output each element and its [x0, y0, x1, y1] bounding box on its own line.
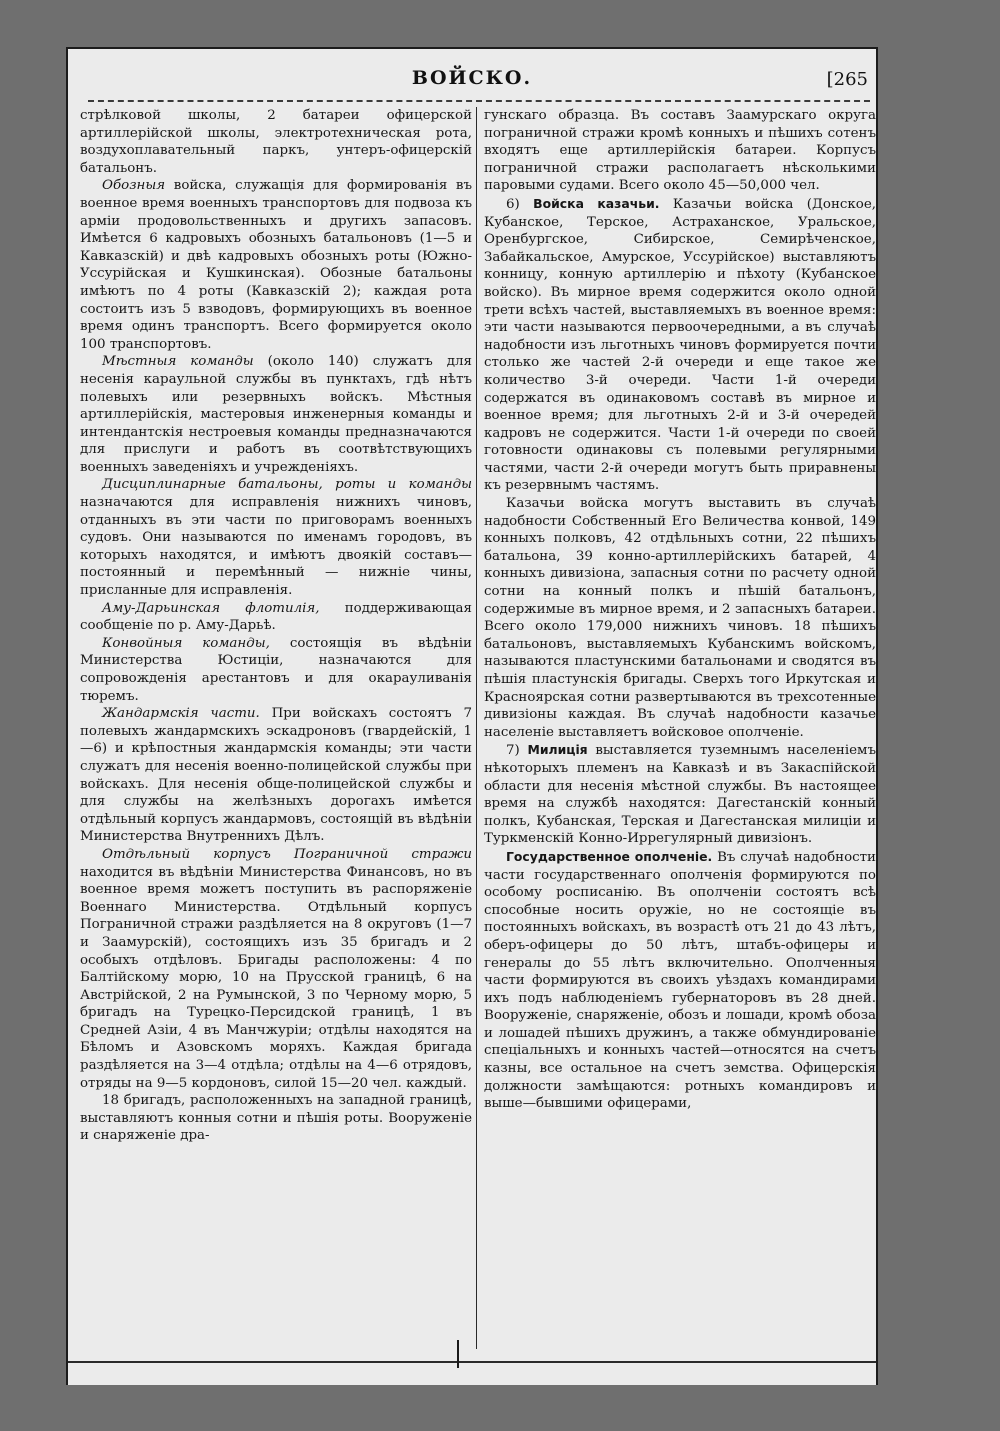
- section-number: 6): [506, 196, 534, 212]
- paragraph: [484, 741, 876, 848]
- paragraph: гунскаго образца. Въ составъ Заамурскаго округа пограничной стражи кромѣ конныхъ и пѣшихъ сотенъ входятъ еще артиллерійскія батареи. Корпусъ пограничной стражи располагаетъ нѣсколькими паровыми судами. Всего около 45—50,000 чел.: [484, 108, 876, 194]
- paragraph-text: назначаются для исправленія нижнихъ чиновъ, отданныхъ въ эти части по приговорамъ военныхъ судовъ. Они называются по именамъ городовъ, въ которыхъ находятся, и имѣютъ двоякій составъ—постоянный и перемѣнный — нижніе чины, присланные для исправленія.: [80, 495, 472, 599]
- paragraph: [80, 353, 472, 476]
- margin-mark: [457, 1340, 459, 1368]
- paragraph-text: (около 140) служатъ для несенія караульной службы въ пунктахъ, гдѣ нѣтъ полевыхъ или резервныхъ войскъ. Мѣстныя артиллерійскія, мастеровыя инженерныя команды и интендантскія нестроевыя команды предназначаются для прислуги и работъ въ соотвѣтствующихъ военныхъ заведеніяхъ и учрежденіяхъ.: [80, 354, 472, 475]
- section-heading: Государственное ополченіе.: [506, 848, 713, 864]
- left-column: [80, 107, 472, 1145]
- paragraph-text: Казачьи войска (Донское, Кубанское, Терское, Астраханское, Уральское, Оренбургское, Сибирское, Семирѣченское, Забайкальское, Амурское, Уссурійское) выставляютъ конницу, конную артиллерію и пѣхоту (Кубанское войско). Въ мирное время содержится около одной трети всѣхъ частей, выставляемыхъ въ военное время: эти части называются первоочередными, а въ случаѣ надобности изъ льготныхъ чиновъ формируется почти столько же частей 2-й очереди и еще такое же количество 3-й очереди. Части 1-й очереди содержатся въ одинаковомъ составѣ въ мирное и военное время; для льготныхъ 2-й и 3-й очередей кадровъ не содержится. Части 1-й очереди по своей готовности одинаковы съ полевыми регулярными частями, части 2-й очереди могутъ быть приравнены къ резервнымъ частямъ.: [484, 196, 876, 494]
- term: Конвойныя команды,: [102, 635, 270, 651]
- paragraph: [80, 600, 472, 635]
- section-heading: Милиція: [527, 742, 588, 758]
- paragraph-text: войска, служащія для формированія въ военное время военныхъ транспортовъ для подвоза къ арміи продовольственныхъ и другихъ запасовъ. Имѣется 6 кадровыхъ обозныхъ батальоновъ (1—5 и Кавказскій) и двѣ кадровыхъ обозныхъ роты (Южно-Уссурійская и Кушкинская). Обозные батальоны имѣютъ по 4 роты (Кавказскій 2); каждая рота состоитъ изъ 5 взводовъ, формирующихъ въ военное время одинъ транспортъ. Всего формируется около 100 транспортовъ.: [80, 178, 472, 352]
- paragraph-text: поддерживающая сообщеніе по р. Аму-Дарьѣ.: [80, 600, 472, 634]
- running-header: [68, 65, 876, 95]
- right-column: [484, 107, 876, 1113]
- header-rule: [88, 100, 870, 102]
- paragraph: [80, 177, 472, 353]
- paragraph: [484, 195, 876, 495]
- paragraph: [80, 705, 472, 846]
- paragraph: стрѣлковой школы, 2 батареи офицерской артиллерійской школы, электротехническая рота, воздухоплавательный паркъ, унтеръ-офицерскій батальонъ.: [80, 108, 472, 176]
- paragraph-text: Въ случаѣ надобности части государственнаго ополченія формируются по особому росписанію. Въ ополченіи состоятъ всѣ способные носить оружіе, но не состоящіе въ постоянныхъ войскахъ, въ возрастѣ отъ 21 до 43 лѣтъ, оберъ-офицеры до 50 лѣтъ, штабъ-офицеры и генералы до 55 лѣтъ включительно. Ополченныя части формируются въ своихъ уѣздахъ командирами ихъ подъ наблюденіемъ губернаторовъ въ 28 дней. Вооруженіе, снаряженіе, обозъ и лошади, кромѣ обоза и лошадей пѣшихъ дружинъ, а также обмундированіе спеціальныхъ и конныхъ частей—относятся на счетъ казны, все остальное на счетъ земства. Офицерскія должности замѣщаются: ротныхъ командировъ и выше—бывшими офицерами,: [484, 849, 876, 1112]
- paragraph: 18 бригадъ, расположенныхъ на западной границѣ, выставляютъ конныя сотни и пѣшія роты. Вооруженіе и снаряженіе дра-: [80, 1093, 472, 1144]
- term: Отдѣльный корпусъ Пограничной стражи: [102, 846, 472, 862]
- section-number: 7): [506, 743, 528, 759]
- term: Жандармскія части.: [102, 706, 260, 722]
- term: Дисциплинарные батальоны, роты и команды: [102, 477, 472, 493]
- page-number: [265: [826, 69, 868, 90]
- paragraph: Казачьи войска могутъ выставить въ случаѣ надобности Собственный Его Величества конвой, 149 конныхъ полковъ, 42 отдѣльныхъ сотни, 22 пѣшихъ батальона, 39 конно-артиллерійскихъ батарей, 4 конныхъ дивизіона, запасныя сотни по расчету одной сотни на конный полкъ и пѣшій батальонъ, содержимые въ мирное время, и 2 запасныхъ батареи. Всего около 179,000 нижнихъ чиновъ. 18 пѣшихъ батальоновъ, выставляемыхъ Кубанскимъ войскомъ, называются пластунскими батальонами и сводятся въ пѣшія пластунскія бригады. Сверхъ того Иркутская и Красноярская сотни развертываются въ трехсотенные дивизіоны каждая. Въ случаѣ надобности казачье населеніе выставляетъ войсковое ополченіе.: [484, 496, 876, 740]
- paragraph-text: выставляется туземнымъ населеніемъ нѣкоторыхъ племенъ на Кавказѣ и въ Закаспійской области для несенія мѣстной службы. Въ настоящее время на службѣ находятся: Дагестанскій конный полкъ, Кубанская, Терская и Дагестанская милиціи и Туркменскій Конно-Иррегулярный дивизіонъ.: [484, 743, 876, 847]
- section-heading: Войска казачьи.: [533, 195, 660, 211]
- footer-rule: [68, 1361, 876, 1363]
- paragraph: [484, 848, 876, 1113]
- column-divider: [476, 107, 477, 1349]
- paragraph-text: находится въ вѣдѣніи Министерства Финансовъ, но въ военное время можетъ поступить въ распоряженіе Военнаго Министерства. Отдѣльный корпусъ Пограничной стражи раздѣляется на 8 округовъ (1—7 и Заамурскій), состоящихъ изъ 35 бригадъ и 2 особыхъ отдѣловъ. Бригады расположены: 4 по Балтійскому морю, 10 на Прусской границѣ, 6 на Австрійской, 2 на Румынской, 3 по Черному морю, 5 бригадъ на Турецко-Персидской границѣ, 1 въ Средней Азіи, 4 въ Манчжуріи; отдѣлы находятся на Бѣломъ и Азовскомъ моряхъ. Каждая бригада раздѣляется на 3—4 отдѣла; отдѣлы на 4—6 отрядовъ, отряды на 9—5 кордоновъ, силой 15—20 чел. каждый.: [80, 864, 472, 1091]
- term: Аму-Дарьинская флотилія,: [102, 600, 320, 616]
- term: Мѣстныя команды: [102, 354, 254, 370]
- paragraph: [80, 476, 472, 599]
- document-page: [66, 47, 878, 1385]
- paragraph: [80, 846, 472, 1092]
- term: Обозныя: [102, 178, 166, 194]
- page-title: ВОЙСКО.: [411, 67, 533, 89]
- paragraph-text: При войскахъ состоятъ 7 полевыхъ жандармскихъ эскадроновъ (гвардейскій, 1—6) и крѣпостныя жандармскія команды; эти части служатъ для несенія военно-полицейской службы при войскахъ. Для несенія обще-полицейской службы и для службы на желѣзныхъ дорогахъ имѣется отдѣльный корпусъ жандармовъ, состоящій въ вѣдѣніи Министерства Внутреннихъ Дѣлъ.: [80, 706, 472, 845]
- paragraph-text: состоящія въ вѣдѣніи Министерства Юстиціи, назначаются для сопровожденія арестантовъ и для окарауливанія тюремъ.: [80, 635, 472, 704]
- paragraph: [80, 635, 472, 705]
